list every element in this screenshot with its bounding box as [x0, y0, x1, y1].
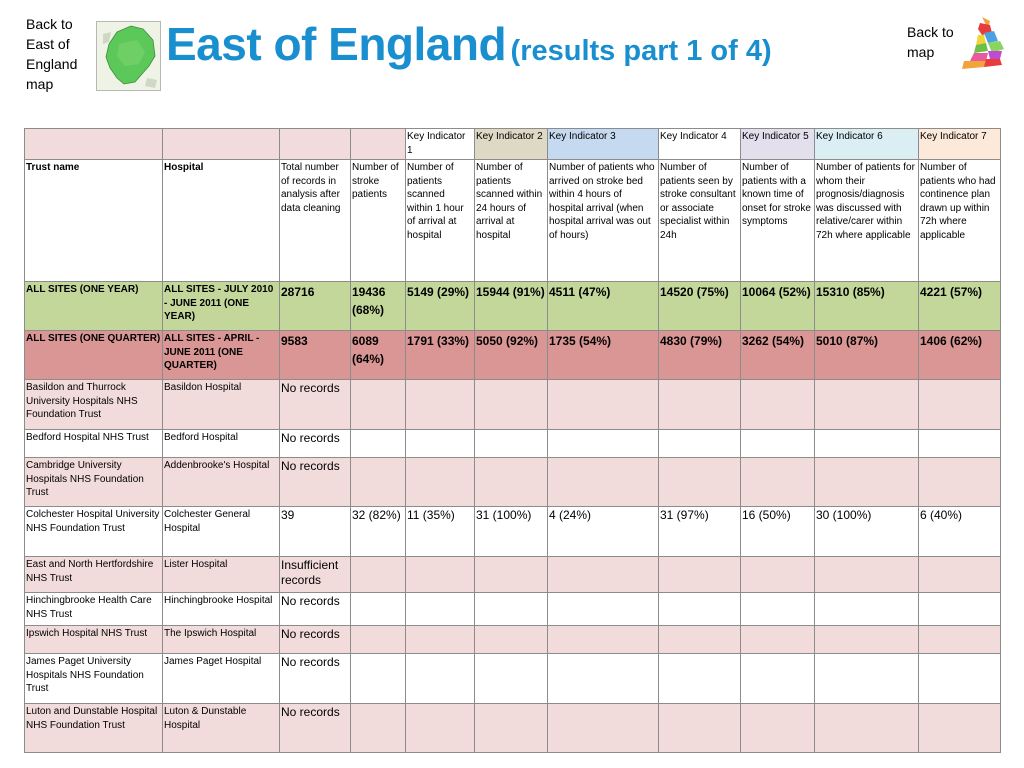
table-cell: Lister Hospital: [163, 557, 280, 593]
column-header-ki3: Number of patients who arrived on stroke bed within 4 hours of hospital arrival (when hospital arrival was out of hours): [548, 160, 659, 282]
table-cell: [741, 654, 815, 704]
table-cell: [351, 704, 406, 753]
table-cell: 15310 (85%): [815, 282, 919, 331]
england-regions-map-thumbnail[interactable]: [960, 15, 1010, 71]
title-main: East of England: [166, 18, 507, 70]
table-cell: No records: [280, 654, 351, 704]
table-cell: 9583: [280, 331, 351, 380]
east-of-england-map-thumbnail[interactable]: [96, 21, 161, 91]
table-cell: 4221 (57%): [919, 282, 1001, 331]
table-cell: [659, 626, 741, 654]
table-cell: 1735 (54%): [548, 331, 659, 380]
table-cell: [659, 654, 741, 704]
table-cell: 1791 (33%): [406, 331, 475, 380]
table-cell: 10064 (52%): [741, 282, 815, 331]
column-header-total-records: Total number of records in analysis after data cleaning: [280, 160, 351, 282]
table-cell: [919, 380, 1001, 430]
table-cell: 14520 (75%): [659, 282, 741, 331]
table-cell: [548, 557, 659, 593]
table-cell: [548, 704, 659, 753]
results-table: [24, 128, 1001, 753]
table-cell: Hinchingbrooke Health Care NHS Trust: [25, 593, 163, 626]
table-cell: [351, 458, 406, 507]
table-cell: Colchester General Hospital: [163, 507, 280, 557]
table-cell: [741, 380, 815, 430]
table-cell: [659, 593, 741, 626]
table-cell: [815, 704, 919, 753]
column-header-ki1: Number of patients scanned within 1 hour of arrival at hospital: [406, 160, 475, 282]
key-indicator-4-label: Key Indicator 4: [659, 129, 741, 160]
table-cell: [351, 430, 406, 458]
table-cell: [659, 704, 741, 753]
table-cell: No records: [280, 704, 351, 753]
table-cell: [548, 430, 659, 458]
column-header-stroke-patients: Number of stroke patients: [351, 160, 406, 282]
table-cell: [548, 593, 659, 626]
table-cell: [406, 430, 475, 458]
key-indicator-1-label: Key Indicator 1: [406, 129, 475, 160]
table-cell: [659, 458, 741, 507]
table-cell: 16 (50%): [741, 507, 815, 557]
key-indicator-7-label: Key Indicator 7: [919, 129, 1001, 160]
table-cell: [741, 557, 815, 593]
table-cell: No records: [280, 430, 351, 458]
table-cell: ALL SITES - APRIL - JUNE 2011 (ONE QUARTER): [163, 331, 280, 380]
table-cell: [741, 626, 815, 654]
table-cell: The Ipswich Hospital: [163, 626, 280, 654]
table-cell: [815, 380, 919, 430]
england-map-icon: [960, 15, 1010, 71]
table-cell: James Paget Hospital: [163, 654, 280, 704]
column-header-ki4: Number of patients seen by stroke consultant or associate specialist within 24h: [659, 160, 741, 282]
table-cell: [475, 458, 548, 507]
table-cell: 32 (82%): [351, 507, 406, 557]
table-cell: [919, 704, 1001, 753]
table-cell: [741, 593, 815, 626]
table-cell: 3262 (54%): [741, 331, 815, 380]
table-cell: 31 (97%): [659, 507, 741, 557]
table-row: [25, 654, 1001, 704]
table-cell: 4511 (47%): [548, 282, 659, 331]
table-cell: Hinchingbrooke Hospital: [163, 593, 280, 626]
table-cell: [919, 593, 1001, 626]
region-map-icon: [97, 22, 160, 90]
table-cell: No records: [280, 458, 351, 507]
table-cell: [475, 654, 548, 704]
table-cell: 6089 (64%): [351, 331, 406, 380]
table-row: [25, 507, 1001, 557]
column-header-hospital: Hospital: [163, 160, 280, 282]
table-cell: [548, 380, 659, 430]
table-cell: [351, 593, 406, 626]
table-row: [25, 380, 1001, 430]
table-cell: 31 (100%): [475, 507, 548, 557]
table-cell: [351, 654, 406, 704]
table-cell: [351, 626, 406, 654]
table-cell: 15944 (91%): [475, 282, 548, 331]
table-cell: Luton and Dunstable Hospital NHS Foundation Trust: [25, 704, 163, 753]
table-row: [25, 557, 1001, 593]
table-cell: 5010 (87%): [815, 331, 919, 380]
column-header-row: [25, 160, 1001, 282]
table-cell: 4 (24%): [548, 507, 659, 557]
table-cell: [741, 704, 815, 753]
table-cell: [475, 626, 548, 654]
back-to-east-of-england-map-link[interactable]: Back to East of England map: [26, 16, 78, 92]
table-cell: [475, 557, 548, 593]
table-cell: Luton & Dunstable Hospital: [163, 704, 280, 753]
table-cell: [475, 704, 548, 753]
table-cell: [815, 458, 919, 507]
table-cell: [406, 458, 475, 507]
table-cell: ALL SITES (ONE YEAR): [25, 282, 163, 331]
table-cell: [406, 626, 475, 654]
table-cell: 19436 (68%): [351, 282, 406, 331]
table-cell: [548, 654, 659, 704]
column-header-ki6: Number of patients for whom their prognosis/diagnosis was discussed with relative/carer within 72h where applicable: [815, 160, 919, 282]
table-cell: Ipswich Hospital NHS Trust: [25, 626, 163, 654]
column-header-ki7: Number of patients who had continence plan drawn up within 72h where applicable: [919, 160, 1001, 282]
key-indicator-3-label: Key Indicator 3: [548, 129, 659, 160]
table-cell: ALL SITES - JULY 2010 - JUNE 2011 (ONE YEAR): [163, 282, 280, 331]
back-to-map-link[interactable]: Back to map: [907, 24, 954, 60]
table-cell: Insufficient records: [280, 557, 351, 593]
table-cell: Bedford Hospital: [163, 430, 280, 458]
table-row: [25, 704, 1001, 753]
table-cell: [815, 654, 919, 704]
table-cell: [548, 626, 659, 654]
table-cell: 5149 (29%): [406, 282, 475, 331]
table-cell: [919, 557, 1001, 593]
table-cell: 11 (35%): [406, 507, 475, 557]
table-cell: James Paget University Hospitals NHS Foundation Trust: [25, 654, 163, 704]
table-cell: 5050 (92%): [475, 331, 548, 380]
table-cell: [351, 557, 406, 593]
table-cell: [815, 626, 919, 654]
table-cell: 6 (40%): [919, 507, 1001, 557]
table-cell: [919, 458, 1001, 507]
table-cell: [475, 380, 548, 430]
table-cell: [406, 557, 475, 593]
summary-row-one-year: [25, 282, 1001, 331]
summary-row-one-quarter: [25, 331, 1001, 380]
table-cell: [406, 654, 475, 704]
table-cell: 30 (100%): [815, 507, 919, 557]
table-cell: [406, 704, 475, 753]
column-header-trust-name: Trust name: [25, 160, 163, 282]
table-cell: [741, 458, 815, 507]
title-subtitle: (results part 1 of 4): [510, 35, 772, 67]
table-cell: Basildon Hospital: [163, 380, 280, 430]
table-cell: [659, 557, 741, 593]
table-cell: ALL SITES (ONE QUARTER): [25, 331, 163, 380]
table-row: [25, 593, 1001, 626]
table-cell: [475, 593, 548, 626]
column-header-ki2: Number of patients scanned within 24 hours of arrival at hospital: [475, 160, 548, 282]
table-cell: 1406 (62%): [919, 331, 1001, 380]
page-title: [166, 17, 772, 71]
column-header-ki5: Number of patients with a known time of onset for stroke symptoms: [741, 160, 815, 282]
table-cell: No records: [280, 593, 351, 626]
table-cell: No records: [280, 380, 351, 430]
table-cell: [741, 430, 815, 458]
key-indicator-header-row: [25, 129, 1001, 160]
key-indicator-6-label: Key Indicator 6: [815, 129, 919, 160]
table-cell: 4830 (79%): [659, 331, 741, 380]
table-cell: East and North Hertfordshire NHS Trust: [25, 557, 163, 593]
table-cell: [815, 557, 919, 593]
key-indicator-5-label: Key Indicator 5: [741, 129, 815, 160]
table-cell: 39: [280, 507, 351, 557]
table-cell: [659, 430, 741, 458]
table-cell: [548, 458, 659, 507]
table-cell: [406, 380, 475, 430]
table-cell: [475, 430, 548, 458]
table-cell: [351, 380, 406, 430]
table-cell: [815, 430, 919, 458]
table-cell: [406, 593, 475, 626]
table-cell: [659, 380, 741, 430]
key-indicator-2-label: Key Indicator 2: [475, 129, 548, 160]
table-cell: [919, 654, 1001, 704]
table-cell: Addenbrooke's Hospital: [163, 458, 280, 507]
table-cell: [815, 593, 919, 626]
table-cell: Cambridge University Hospitals NHS Foundation Trust: [25, 458, 163, 507]
table-cell: No records: [280, 626, 351, 654]
table-cell: [919, 626, 1001, 654]
table-cell: [919, 430, 1001, 458]
table-cell: Bedford Hospital NHS Trust: [25, 430, 163, 458]
table-cell: 28716: [280, 282, 351, 331]
table-row: [25, 430, 1001, 458]
table-cell: Colchester Hospital University NHS Foundation Trust: [25, 507, 163, 557]
table-row: [25, 626, 1001, 654]
table-cell: Basildon and Thurrock University Hospitals NHS Foundation Trust: [25, 380, 163, 430]
table-row: [25, 458, 1001, 507]
